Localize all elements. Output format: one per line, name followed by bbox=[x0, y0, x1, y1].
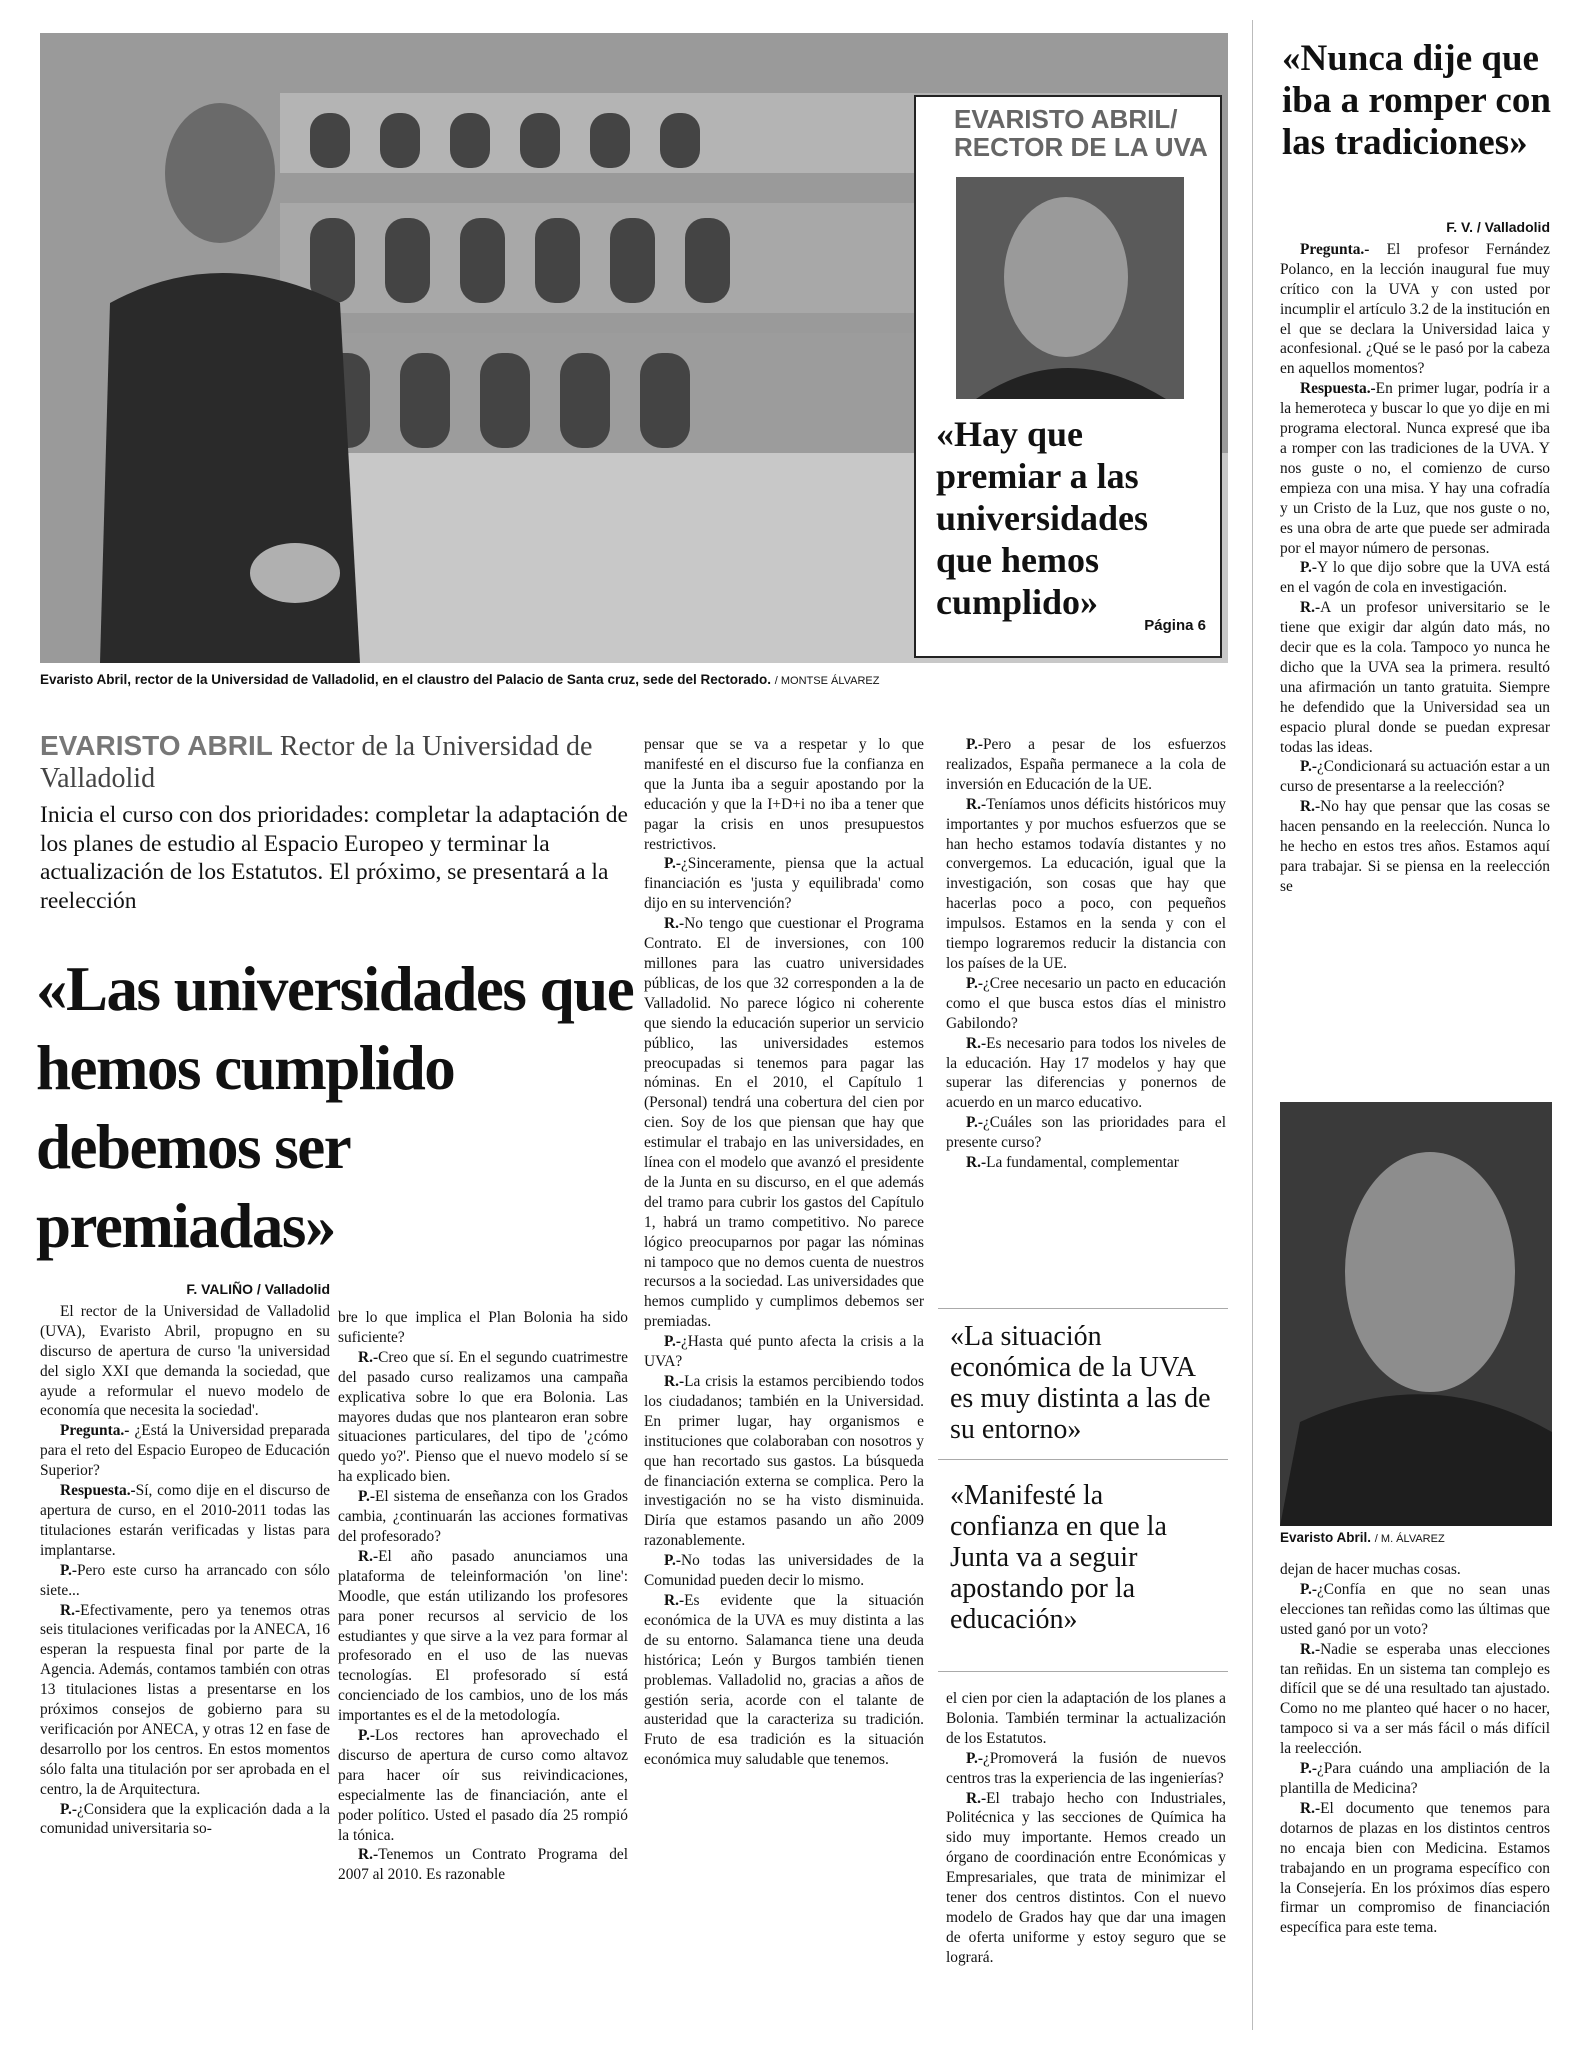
side-photo bbox=[1280, 1102, 1552, 1526]
col4-para: P.-¿Cuáles son las prioridades para el presente curso? bbox=[946, 1114, 1226, 1152]
qa-marker: P.- bbox=[1300, 1580, 1317, 1598]
side-caption-text: Evaristo Abril. bbox=[1280, 1530, 1372, 1545]
side-para: R.-El documento que tenemos para dotarnos de plazas en los distintos centros no encaja bien con Medicina. Estamos trabajando en un programa específico con la Consejería. En los próximos días espero firmar un compromiso de financiación específica para este tema. bbox=[1280, 1799, 1550, 1937]
side-column-top bbox=[1280, 218, 1550, 897]
side-para: R.-No hay que pensar que las cosas se hacen pensando en la reelección. Nunca lo he hecho en estos tres años. Estamos aquí para trabajar. Si se piensa en la reelección se bbox=[1280, 798, 1550, 895]
main-photo-caption bbox=[40, 672, 1230, 687]
col2-para: bre lo que implica el Plan Bolonia ha sido suficiente? bbox=[338, 1309, 628, 1346]
column-1 bbox=[40, 1280, 330, 1839]
col1-para: R.-Efectivamente, pero ya tenemos otras seis titulaciones verificadas por la ANECA, 16 esperan la respuesta final por parte de la Agencia. Además, contamos también con otras 13 titulaciones listas a presentarse en los próximos consejos de gobierno para su verificación por ANECA, y otras 12 en fase de desarrollo por los centros. En estos momentos sólo falta una titulación por ser aprobada en el centro, la de Arquitectura. bbox=[40, 1601, 330, 1798]
side-para: dejan de hacer muchas cosas. bbox=[1280, 1561, 1461, 1578]
col1-para: Pregunta.- ¿Está la Universidad preparada para el reto del Espacio Europeo de Educación Superior? bbox=[40, 1422, 330, 1480]
col2-para: R.-Tenemos un Contrato Programa del 2007 al 2010. Es razonable bbox=[338, 1846, 628, 1884]
col1-para: P.-¿Considera que la explicación dada a la comunidad universitaria so- bbox=[40, 1800, 330, 1838]
side-para: P.-¿Confía en que no sean unas elecciones tan reñidas como las últimas que usted ganó por un voto? bbox=[1280, 1580, 1550, 1638]
col3-para: P.-¿Hasta qué punto afecta la crisis a la UVA? bbox=[644, 1333, 924, 1371]
qa-marker: R.- bbox=[966, 1034, 987, 1052]
subject-role: Rector de la Universidad de Valladolid bbox=[40, 731, 593, 794]
col3-para: pensar que se va a respetar y lo que manifesté en el discurso fue la confianza en que la Junta iba a seguir apostando por la educación y que la I+D+i no iba a tener que pagar la crisis en unos presupuestos restrictivos. bbox=[644, 736, 924, 853]
qa-marker: R.- bbox=[664, 1591, 685, 1609]
col2-para: P.-Los rectores han aprovechado el discurso de apertura de curso como altavoz para hacer oír sus reivindicaciones, especialmente las de financiación, ante el poder político. Usted el pasado día 25 rompió la tónica. bbox=[338, 1727, 628, 1844]
col3-para: R.-Es evidente que la situación económica de la UVA es muy distinta a las de su entorno. Salamanca tiene una deuda histórica; León y Burgos también tienen problemas. Valladolid no, gracias a años de gestión seria, acorde con el talante de austeridad que la caracteriza su tradición. Fruto de esa tradición es la situación económica muy saludable que tenemos. bbox=[644, 1591, 924, 1769]
col1-para: Respuesta.-Sí, como dije en el discurso de apertura de curso, en el 2010-2011 todas las titulaciones estarán verificadas y listas para implantarse. bbox=[40, 1482, 330, 1559]
subject-header bbox=[40, 730, 630, 795]
qa-marker: P.- bbox=[60, 1800, 77, 1818]
teaser-box bbox=[914, 95, 1222, 658]
qa-marker: P.- bbox=[664, 855, 681, 873]
pullquote-1: «La situación económica de la UVA es muy distinta a las de su entorno» bbox=[938, 1309, 1228, 1460]
col4b-para: R.-El trabajo hecho con Industriales, Politécnica y las secciones de Química ha sido muy importante. Hemos creado un órgano de coordinación entre Económicas y Empresariales, que trata de minimizar el tener dos centros distintos. Con el nuevo modelo de Grados hay que dar una imagen de oferta uniforme y estoy seguro que se logrará. bbox=[946, 1789, 1226, 1966]
col4-para: P.-Pero a pesar de los esfuerzos realizados, España permanece a la cola de inversión en Educación de la UE. bbox=[946, 736, 1226, 793]
col4-para: P.-¿Cree necesario un pacto en educación como el que busca estos días el ministro Gabilondo? bbox=[946, 974, 1226, 1032]
qa-marker: P.- bbox=[966, 736, 983, 753]
headline: «Las universidades que hemos cumplido debemos ser premiadas» bbox=[36, 954, 634, 1261]
qa-marker: R.- bbox=[1300, 798, 1321, 816]
qa-marker: R.- bbox=[966, 1154, 987, 1172]
pullquote-2: «Manifesté la confianza en que la Junta va a seguir apostando por la educación» bbox=[950, 1480, 1167, 1635]
qa-marker: R.- bbox=[1300, 1799, 1321, 1817]
side-caption-credit: / M. ÁLVAREZ bbox=[1374, 1533, 1445, 1545]
qa-marker: R.- bbox=[966, 1789, 987, 1807]
col3-para: P.-No todas las universidades de la Comunidad pueden decir lo mismo. bbox=[644, 1552, 924, 1590]
side-byline: F. V. / Valladolid bbox=[1446, 219, 1550, 235]
qa-marker: P.- bbox=[966, 1749, 983, 1767]
side-para: Respuesta.-En primer lugar, podría ir a la hemeroteca y buscar lo que yo dije en mi programa electoral. Nunca expresé que iba a romper con las tradiciones de la UVA. Y nos guste o no, el comienzo de curso empieza con una misa. Y hay una cofradía y un Cristo de la Luz, que nos guste o no, es una obra de arte que puede ser admirada por el mayor número de personas. bbox=[1280, 380, 1550, 557]
qa-marker: R.- bbox=[664, 1373, 685, 1390]
byline-main: F. VALIÑO / Valladolid bbox=[186, 1281, 330, 1297]
side-para: Pregunta.- El profesor Fernández Polanco, en la lección inaugural fue muy crítico con la UVA y con usted por incumplir el artículo 3.2 de la institución en el que se declara la Universidad laica y aconfesional. ¿Qué se le pasó por la cabeza en aquellos momentos? bbox=[1280, 240, 1550, 378]
qa-marker: P.- bbox=[966, 1114, 983, 1132]
qa-marker: R.- bbox=[664, 915, 685, 933]
col2-para: R.-Creo que sí. En el segundo cuatrimestre del pasado curso realizamos una campaña explicativa sobre lo que era Bolonia. Las mayores dudas que nos plantearon eran sobre situaciones particulares, del tipo de '¿cómo quedo yo?'. Pienso que el nuevo modelo sí se ha explicado bien. bbox=[338, 1348, 628, 1486]
qa-marker: R.- bbox=[966, 795, 987, 813]
teaser-quote: «Hay que premiar a las universidades que hemos cumplido» bbox=[936, 414, 1149, 622]
qa-marker: R.- bbox=[1300, 1640, 1321, 1658]
side-headline: «Nunca dije que iba a romper con las tradiciones» bbox=[1282, 38, 1551, 163]
qa-marker: Pregunta.- bbox=[1300, 240, 1370, 258]
teaser-photo bbox=[956, 177, 1184, 399]
caption-text: Evaristo Abril, rector de la Universidad de Valladolid, en el claustro del Palacio de Santa cruz, sede del Rectorado. bbox=[40, 672, 771, 687]
qa-marker: R.- bbox=[358, 1348, 379, 1366]
side-para: P.-Y lo que dijo sobre que la UVA está en el vagón de cola en investigación. bbox=[1280, 559, 1550, 597]
col4-para: R.-Es necesario para todos los niveles de la educación. Hay 17 modelos y hay que superar las diferencias y ponernos de acuerdo en un marco educativo. bbox=[946, 1034, 1226, 1112]
qa-marker: Respuesta.- bbox=[1300, 380, 1376, 398]
col2-para: P.-El sistema de enseñanza con los Grados cambia, ¿continuarán las acciones formativas del profesorado? bbox=[338, 1488, 628, 1545]
column-3 bbox=[644, 735, 924, 1770]
caption-credit: / MONTSE ÁLVAREZ bbox=[774, 675, 880, 687]
teaser-kicker: EVARISTO ABRIL/ RECTOR DE LA UVA bbox=[954, 104, 1208, 162]
qa-marker: Respuesta.- bbox=[60, 1482, 136, 1500]
qa-marker: R.- bbox=[60, 1601, 81, 1619]
column-2 bbox=[338, 1308, 628, 1885]
qa-marker: P.- bbox=[1300, 758, 1317, 776]
side-para: P.-¿Condicionará su actuación estar a un curso de presentarse a la reelección? bbox=[1280, 758, 1550, 796]
qa-marker: P.- bbox=[1300, 1760, 1317, 1778]
col2-para: R.-El año pasado anunciamos una plataforma de teleinformación 'on line': Moodle, que están utilizando los profesores para poner recursos al servicio de los estudiantes y que sirve a la vez para formar al profesorado en el uso de las nuevas tecnologías. El profesorado sí está concienciado de los cambios, uno de los más importantes es el de la metodología. bbox=[338, 1547, 628, 1725]
qa-marker: R.- bbox=[358, 1547, 379, 1565]
col4b-para: el cien por cien la adaptación de los planes a Bolonia. También terminar la actualización de los Estatutos. bbox=[946, 1690, 1226, 1747]
qa-marker: P.- bbox=[664, 1333, 681, 1351]
qa-marker: P.- bbox=[664, 1552, 681, 1570]
qa-marker: R.- bbox=[1300, 599, 1321, 617]
side-para: R.-A un profesor universitario se le tiene que exigir dar algún dato más, no decir que es la cola. Tampoco yo nunca he dicho que la UVA sea la primera. resultó una afirmación un tanto gratuita. Siempre he defendido que la Universidad sea un espacio plural donde se puedan expresar todas las ideas. bbox=[1280, 599, 1550, 756]
qa-marker: R.- bbox=[358, 1846, 379, 1864]
side-photo-caption bbox=[1280, 1530, 1552, 1545]
qa-marker: P.- bbox=[358, 1727, 375, 1745]
column-4-bottom bbox=[946, 1689, 1226, 1968]
side-column-bottom bbox=[1280, 1560, 1550, 1938]
col4-para: R.-La fundamental, complementar bbox=[966, 1154, 1179, 1172]
qa-marker: P.- bbox=[966, 974, 983, 992]
col3-para: R.-No tengo que cuestionar el Programa Contrato. El de inversiones, con 100 millones para las cuatro universidades públicas, de los que 32 corresponden a la de Valladolid. No parece lógico ni coherente que siendo la educación superior un servicio público, las universidades estemos preocupadas si tenemos para pagar las nóminas. En el 2010, el Capítulo 1 (Personal) tendrá una cobertura del cien por cien. Soy de los que piensan que hay que estimular el trabajo en las universidades, en línea con el modelo que avanzó el presidente de la Junta en su discurso, en el que además del tramo para cubrir los gastos del Capítulo 1, habrá un tramo competitivo. No parece lógico preocuparnos por pagar las nóminas ni tampoco que no demos cuenta de nuestros recursos a la sociedad. Las universidades que hemos cumplido y cumplimos debemos ser premiadas. bbox=[644, 915, 924, 1331]
qa-marker: P.- bbox=[358, 1488, 375, 1506]
pullquote-box bbox=[938, 1308, 1228, 1672]
col1-para: P.-Pero este curso ha arrancado con sólo siete... bbox=[40, 1561, 330, 1599]
standfirst: Inicia el curso con dos prioridades: completar la adaptación de los planes de estudio al Espacio Europeo y terminar la actualización de los Estatutos. El próximo, se presentará a la reelección bbox=[40, 802, 628, 914]
teaser-page-ref: Página 6 bbox=[1144, 617, 1206, 634]
col1-para: El rector de la Universidad de Valladolid (UVA), Evaristo Abril, propugno en su discurso de apertura de curso 'la universidad del siglo XXI que demanda la sociedad, que ayude a reformular el nuevo modelo de economía que necesita la sociedad'. bbox=[40, 1302, 330, 1420]
qa-marker: P.- bbox=[60, 1561, 77, 1579]
col4-para: R.-Teníamos unos déficits históricos muy importantes y por muchos esfuerzos que se han hecho estamos todavía distantes y no convergemos. La educación, igual que la investigación, son cosas que hay que hacerlas poco a poco, con pequeños impulsos. Estamos en la senda y con el tiempo lograremos reducir la distancia con los países de la UE. bbox=[946, 795, 1226, 972]
side-para: P.-¿Para cuándo una ampliación de la plantilla de Medicina? bbox=[1280, 1760, 1550, 1797]
column-4-top bbox=[946, 735, 1226, 1173]
qa-marker: P.- bbox=[1300, 559, 1317, 577]
qa-marker: Pregunta.- bbox=[60, 1422, 130, 1440]
col3-para: P.-¿Sinceramente, piensa que la actual financiación es 'justa y equilibrada' como dijo en su intervención? bbox=[644, 855, 924, 913]
side-para: R.-Nadie se esperaba unas elecciones tan reñidas. En un sistema tan complejo es difícil que se dé una resultado tan ajustado. Como no me planteo qué hacer o no hacer, tampoco si va a ser más fácil o más difícil la reelección. bbox=[1280, 1640, 1550, 1758]
col4b-para: P.-¿Promoverá la fusión de nuevos centros tras la experiencia de las ingenierías? bbox=[946, 1749, 1226, 1787]
col3-para: R.-La crisis la estamos percibiendo todos los ciudadanos; también en la Universidad. En primer lugar, hay organismos e instituciones que colaboraban con nosotros y que han recortado sus gastos. La búsqueda de financiación externa se complica. Pero la investigación no se ha visto disminuida. Diría que estamos pasando un año 2009 razonablemente. bbox=[644, 1373, 924, 1550]
subject-name: EVARISTO ABRIL bbox=[40, 730, 273, 761]
column-divider bbox=[1252, 20, 1253, 2030]
